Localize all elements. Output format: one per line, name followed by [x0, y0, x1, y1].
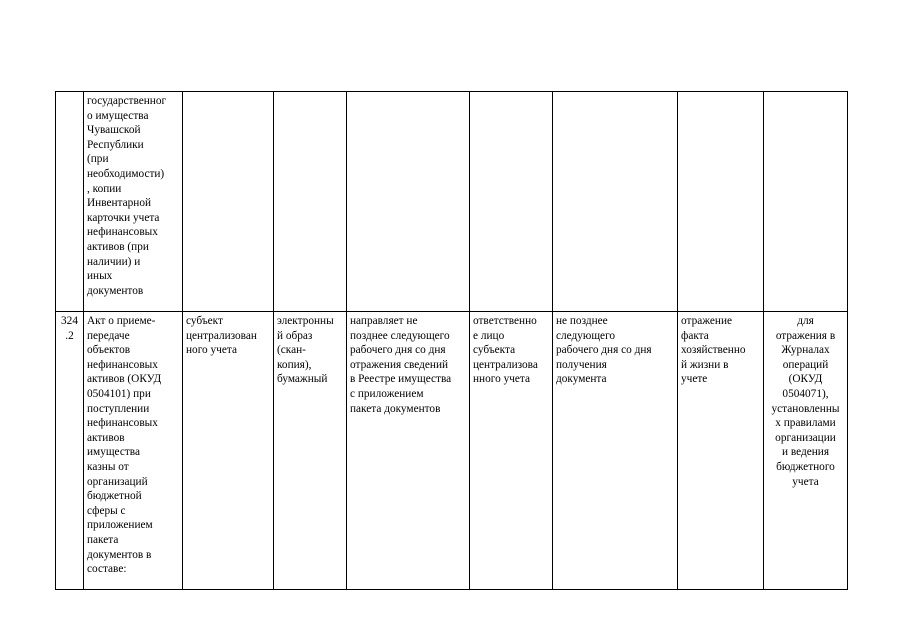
deadline-cell: не позднее следующего рабочего дня со дня получения документа	[553, 312, 678, 590]
responsible-cell: ответственно е лицо субъекта централизова нного учета	[470, 312, 553, 590]
form-cell: электронны й образ (скан- копия), бумажный	[274, 312, 347, 590]
subject-cell: субъект централизован ного учета	[183, 312, 274, 590]
document-table	[55, 91, 848, 590]
purpose-cell	[764, 92, 848, 312]
subject-cell	[183, 92, 274, 312]
purpose-cell: для отражения в Журналах операций (ОКУД 0504071), установленны х правилами организации и ведения бюджетного учета	[764, 312, 848, 590]
action-cell	[347, 92, 470, 312]
document-name-cell: государственног о имущества Чувашской Республики (при необходимости) , копии Инвентарной карточки учета нефинансовых активов (при наличии) и иных документов	[84, 92, 183, 312]
table-row	[56, 312, 848, 590]
responsible-cell	[470, 92, 553, 312]
document-name-cell: Акт о приеме- передаче объектов нефинансовых активов (ОКУД 0504101) при поступлении нефинансовых активов имущества казны от организаций бюджетной сферы с приложением пакета документов в составе:	[84, 312, 183, 590]
row-number-cell: 324 .2	[56, 312, 84, 590]
action-cell: направляет не позднее следующего рабочего дня со дня отражения сведений в Реестре имущества с приложением пакета документов	[347, 312, 470, 590]
reflection-cell	[678, 92, 764, 312]
reflection-cell: отражение факта хозяйственно й жизни в учете	[678, 312, 764, 590]
form-cell	[274, 92, 347, 312]
deadline-cell	[553, 92, 678, 312]
table-row	[56, 92, 848, 312]
row-number-cell	[56, 92, 84, 312]
